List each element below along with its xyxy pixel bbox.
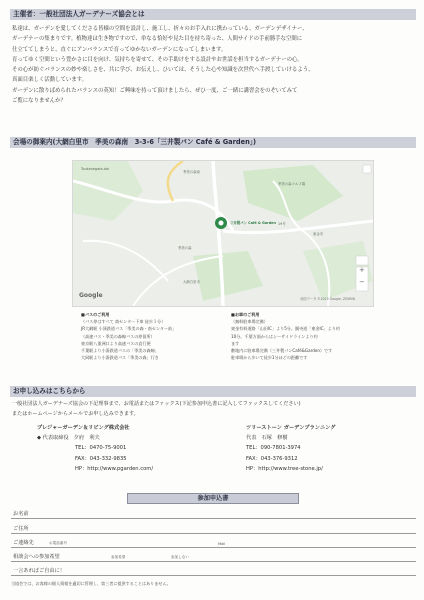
map-label: 大網白里市 (183, 280, 200, 284)
company-rep: ◆ 代表取締役 夕府 利夫 (37, 435, 100, 442)
organizer-line: 育ってゆく空間という豊かさに目を向け、気持ちを寄せて、その手助けをする設計やお世話を担当するガーデナーの心。 (12, 56, 303, 63)
organizer-line: ガーデナーの集まりです。植物達は生き物ですので、単なる恰好や見た目を持ち寄った、人間サイドの手前勝手な空間に (12, 36, 303, 43)
car-access-line: 駐車場から歩いて徒歩1分ほどの距離です (231, 355, 308, 361)
consultation-field-label: 相談会への参加希望 (13, 554, 60, 560)
bus-access-info (81, 311, 176, 361)
map-place-label: 三井製パン Café & Garden (230, 221, 276, 225)
company-tel: TEL：090-7801-3974 (246, 445, 301, 452)
organizer-line: その心が紡ぐバランスの妙や楽しさを、共に学び、お伝えし、ひいては、そうした心や知識を次世代へ手渡していけるよう、 (12, 67, 314, 74)
google-logo: Google (79, 292, 103, 299)
organizer-line: 私達は、ガーデンを愛してくださる皆様の空間を設計し、施工し、折々のお手入れに携わっている、ガーデンデザイナー、 (12, 26, 308, 32)
car-access-subtitle: （無料駐車場完備） (231, 319, 268, 325)
map-label: 19号 (278, 222, 286, 226)
company-fax: FAX：043-332-9835 (75, 455, 127, 462)
apply-line: またはホームページからメールでお申し込みできます。 (12, 411, 139, 418)
comment-field[interactable] (11, 562, 416, 576)
contact-field[interactable] (11, 534, 416, 548)
apply-description (12, 399, 414, 420)
map-attribution: 地図データ ©2019 Google, ZENRIN (300, 297, 355, 301)
map-label: 季美の森ゴルフ場 (278, 182, 306, 186)
company-website-link[interactable]: HP：http://www.tree-stone.jp/ (246, 465, 323, 472)
not-attend-option[interactable]: 参加しない (171, 555, 189, 559)
contact-field-label: ご連絡先 (13, 540, 34, 546)
company-tree-stone (246, 423, 335, 474)
zoom-in-button[interactable]: + (359, 266, 365, 274)
application-form-title: 参加申込書 (127, 493, 299, 504)
bus-access-line: （高速バス・季美の森線バスの停留所） (81, 333, 155, 339)
car-access-info (231, 311, 340, 361)
organizer-heading: 主催者：一般社団法人ガーデナーズ協会とは (10, 9, 416, 20)
company-tel: TEL：0470-75-9001 (75, 445, 127, 452)
map-label: 季美の森南 (183, 170, 200, 174)
organizer-line: ご覧になりませんか？ (12, 98, 66, 105)
consultation-field[interactable] (11, 548, 416, 562)
company-pleasure-garden (37, 423, 153, 474)
mail-field-label: Mail (218, 542, 226, 546)
map-label: 季美の森 (178, 246, 192, 250)
name-field[interactable] (11, 504, 416, 519)
organizer-line: 真面目楽しく活動しています。 (12, 77, 88, 84)
map-label: 東金市 (313, 232, 324, 236)
organizer-description (12, 24, 414, 106)
map-label: Toukanegata-dai (81, 167, 109, 171)
company-website-link[interactable]: HP：http://www.pgarden.com/ (75, 465, 154, 472)
zoom-out-button[interactable]: − (359, 278, 365, 286)
bus-access-title: ■バスのご利用 (81, 312, 110, 317)
phone-field-label: お電話番号 (49, 541, 67, 545)
apply-line: 一般社団法人ガーデナーズ協会の下記理事まで、お電話またはファックス(下記参加申込書に記入してファックスしてください) (12, 401, 301, 407)
privacy-footnote: 当協会では、お客様の個人情報を適切に管理し、第三者に提供することはありません。 (11, 581, 171, 586)
company-fax: FAX：043-376-9312 (246, 455, 298, 462)
company-name: ツリーストーン ガーデンプランニング (246, 425, 336, 431)
venue-map[interactable] (72, 160, 374, 307)
comment-field-label: 一言あればご自由に！ (13, 568, 65, 574)
attend-option[interactable]: 参加希望 (111, 555, 126, 559)
organizer-line: ガーデンに散りばめられたバランスの英知！ご興味を持って頂けましたら、ぜひ一度、ご一緒に講習会をのぞいてみて (12, 87, 298, 94)
name-field-label: お名前 (13, 511, 29, 517)
company-name: プレジャーガーデン＆リビング株式会社 (37, 425, 130, 431)
bus-access-subtitle: （バス停はすべて 商センター下車 徒歩１分） (81, 319, 166, 325)
address-field-label: ご住所 (13, 526, 29, 532)
apply-heading: お申し込みはこちらから (10, 386, 416, 397)
map-graphic (73, 161, 373, 306)
car-access-title: ■お車のご利用 (231, 312, 260, 317)
organizer-line: 仕立ててしまうと、直ぐにアンバランスで育ってゆかないガーデンになってしまいます。 (12, 46, 227, 53)
venue-heading: 会場の御案内(大網白里市 季美の森南 3-3-6「三井製パン Café & Garden」) (10, 137, 416, 148)
bus-access-line: 千葉駅より小湊鉄道バスの「季美の森線」 (81, 348, 159, 354)
bus-access-line: 東京駅八重洲口より高速バスの直行便 (81, 340, 151, 346)
car-access-line: ます (231, 340, 240, 346)
bus-access-line: JR大網駅 小湊鉄道バス「季美の森・南センター前」 (81, 326, 177, 332)
address-field[interactable] (11, 519, 416, 534)
car-access-line: 東金有料道路「山田IC」より5分。圏央道「東金IC」より約 (231, 326, 340, 332)
car-access-line: 10分。千葉方面からはシーサイドラインより約 (231, 333, 318, 339)
bus-access-line: 大网駅より小湊鉄道バス「季美の森」行き (81, 355, 159, 361)
company-rep: 代表 石塚 修樹 (246, 435, 288, 442)
car-access-line: 敷地内に駐車場完備（三井製パンCafé&Garden）です (231, 348, 333, 354)
